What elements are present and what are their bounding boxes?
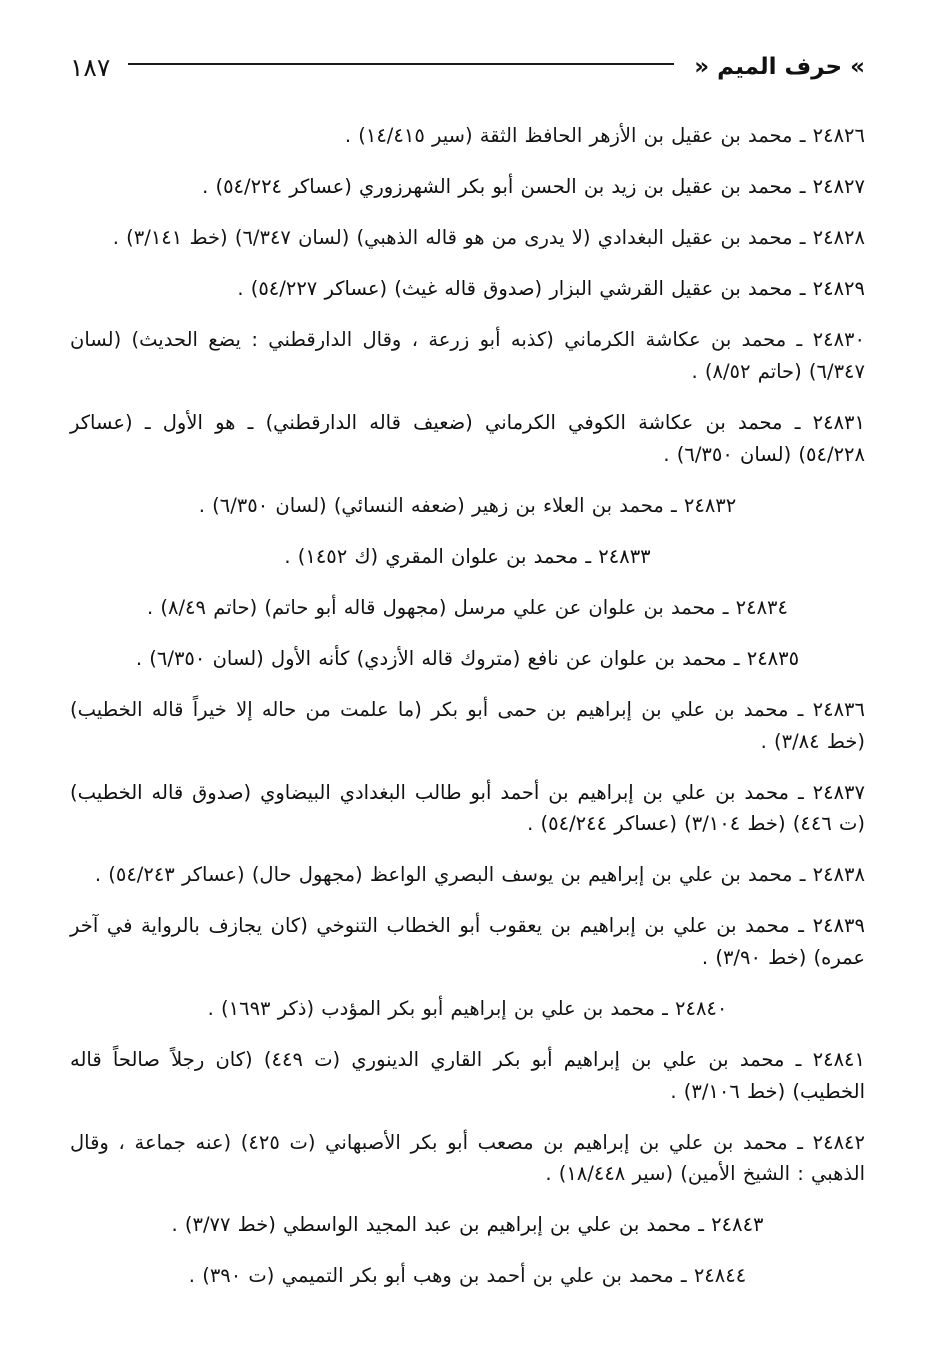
list-item: ٢٤٨٣٨ ـ محمد بن علي بن إبراهيم بن يوسف البصري الواعظ (مجهول حال) (عساكر ٥٤/٢٤٣) . [94,863,865,887]
list-item: ٢٤٨٣٢ ـ محمد بن العلاء بن زهير (ضعفه النسائي) (لسان ٦/٣٥٠) . [198,493,737,517]
list-item: ٢٤٨٣٦ ـ محمد بن علي بن إبراهيم بن حمى أبو بكر (ما علمت من حاله إلا خيراً قاله الخطيب) (خط ٣/٨٤) . [70,697,865,753]
running-title: » حرف الميم « [694,54,865,80]
page-header [70,44,865,90]
list-item: ٢٤٨٢٨ ـ محمد بن عقيل البغدادي (لا يدرى من هو قاله الذهبي) (لسان ٦/٣٤٧) (خط ٣/١٤١) . [112,226,865,250]
list-item: ٢٤٨٤٠ ـ محمد بن علي بن إبراهيم أبو بكر المؤدب (ذكر ١٦٩٣) . [207,996,728,1020]
list-item: ٢٤٨٢٧ ـ محمد بن عقيل بن زيد بن الحسن أبو بكر الشهرزوري (عساكر ٥٤/٢٢٤) . [202,175,865,199]
list-item: ٢٤٨٣٧ ـ محمد بن علي بن إبراهيم بن أحمد أبو طالب البغدادي البيضاوي (صدوق قاله الخطيب) (ت ٤٤٦) (خط ٣/١٠٤) (عساكر ٥٤/٢٤٤) . [70,780,865,836]
list-item: ٢٤٨٣١ ـ محمد بن عكاشة الكوفي الكرماني (ضعيف قاله الدارقطني) ـ هو الأول ـ (عساكر ٥٤/٢٢٨) (لسان ٦/٣٥٠) . [70,410,865,466]
list-item: ٢٤٨٤٤ ـ محمد بن علي بن أحمد بن وهب أبو بكر التميمي (ت ٣٩٠) . [188,1264,747,1288]
list-item: ٢٤٨٣٠ ـ محمد بن عكاشة الكرماني (كذبه أبو زرعة ، وقال الدارقطني : يضع الحديث) (لسان ٦/٣٤٧) (حاتم ٨/٥٢) . [70,328,865,383]
list-item: ٢٤٨٢٩ ـ محمد بن عقيل القرشي البزار (صدوق قاله غيث) (عساكر ٥٤/٢٢٧) . [237,277,865,301]
list-item: ٢٤٨٣٣ ـ محمد بن علوان المقري (ك ١٤٥٢) . [284,544,651,568]
page-number: ١٨٧ [70,52,111,82]
list-item: ٢٤٨٣٤ ـ محمد بن علوان عن علي مرسل (مجهول قاله أبو حاتم) (حاتم ٨/٤٩) . [147,595,788,619]
list-item: ٢٤٨٢٦ ـ محمد بن عقيل بن الأزهر الحافظ الثقة (سير ١٤/٤١٥) . [344,124,865,147]
list-item: ٢٤٨٤٣ ـ محمد بن علي بن إبراهيم بن عبد المجيد الواسطي (خط ٣/٧٧) . [171,1213,764,1237]
list-item: ٢٤٨٤٢ ـ محمد بن علي بن إبراهيم بن مصعب أبو بكر الأصبهاني (ت ٤٢٥) (عنه جماعة ، وقال الذهبي : الشيخ الأمين) (سير ١٨/٤٤٨) . [70,1130,866,1186]
header-divider-rule [128,63,674,65]
list-item: ٢٤٨٣٥ ـ محمد بن علوان عن نافع (متروك قاله الأزدي) كأنه الأول (لسان ٦/٣٥٠) . [135,646,800,670]
entry-list [70,120,865,1292]
list-item: ٢٤٨٣٩ ـ محمد بن علي بن إبراهيم بن يعقوب أبو الخطاب التنوخي (كان يجازف بالرواية في آخر عمره) (خط ٣/٩٠) . [70,914,865,969]
list-item: ٢٤٨٤١ ـ محمد بن علي بن إبراهيم أبو بكر القاري الدينوري (ت ٤٤٩) (كان رجلاً صالحاً قاله الخطيب) (خط ٣/١٠٦) . [70,1048,865,1103]
